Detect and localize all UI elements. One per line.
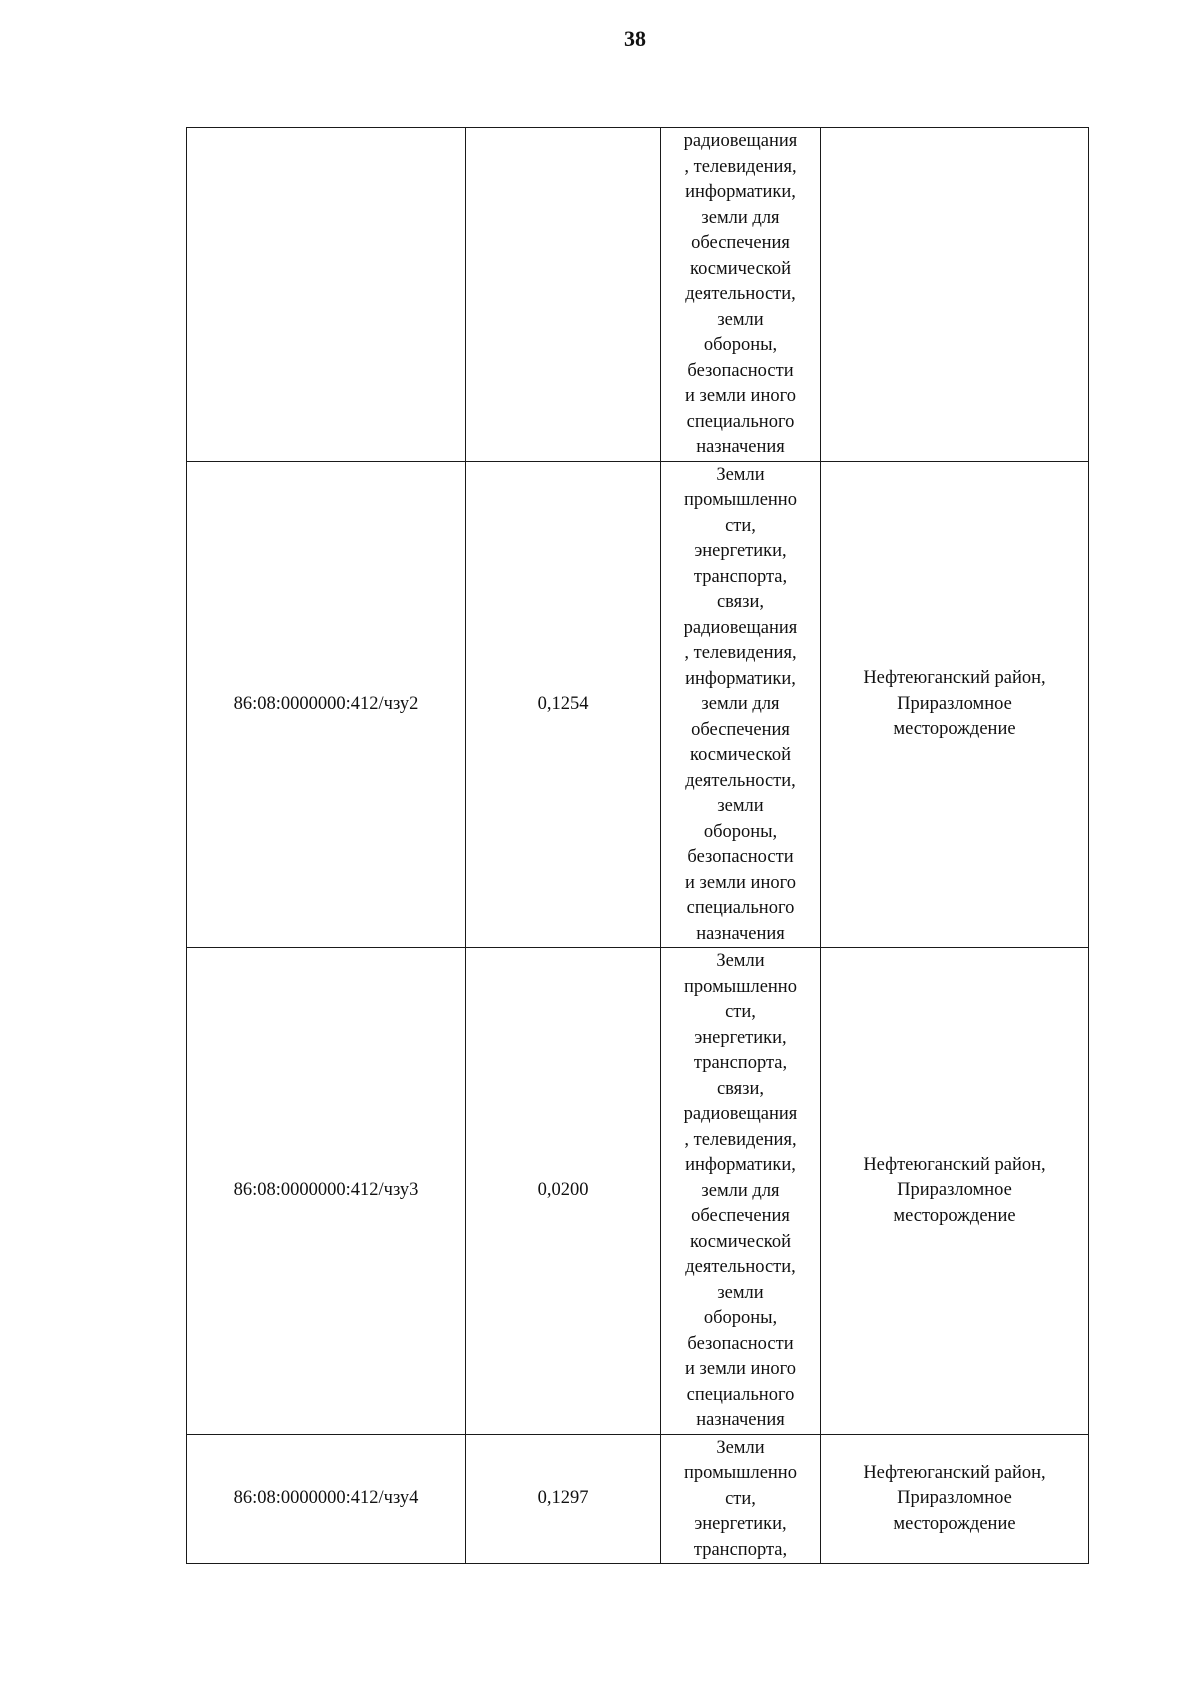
land-category-line: энергетики, — [694, 1027, 787, 1048]
table-row — [187, 128, 1089, 462]
land-category-line: обеспечения — [691, 719, 790, 740]
land-category-line: земли — [717, 309, 764, 330]
land-category-line: назначения — [696, 437, 785, 457]
land-category-line: специального — [686, 1384, 795, 1405]
cadastral-number-cell: 86:08:0000000:412/чзу4 — [187, 1434, 466, 1564]
page-number: 38 — [624, 26, 646, 51]
land-category-line: деятельности, — [685, 1257, 796, 1277]
location-line: Нефтеюганский район, — [863, 1462, 1046, 1483]
land-category-line: космической — [690, 258, 791, 279]
land-category-line: назначения — [696, 1410, 785, 1430]
land-category-line: назначения — [696, 923, 785, 944]
location-line: Приразломное — [897, 1488, 1012, 1508]
land-category-line: обеспечения — [691, 233, 790, 253]
land-category-line: и земли иного — [685, 386, 796, 406]
land-category-line: промышленно — [684, 1463, 797, 1483]
location-cell — [821, 948, 1089, 1435]
land-category-line: радиовещания — [683, 1104, 798, 1124]
land-category-line: связи, — [716, 1078, 765, 1099]
land-category-line: специального — [686, 898, 795, 918]
land-category-line: обороны, — [703, 335, 778, 355]
land-category-line: радиовещания — [683, 617, 798, 638]
land-category-line: Земли — [716, 1437, 765, 1458]
land-category-line: сти, — [725, 515, 756, 536]
land-category-line: информатики, — [685, 182, 796, 202]
table-row — [187, 461, 1089, 948]
land-category-cell — [661, 128, 821, 462]
land-category-line: деятельности, — [685, 284, 796, 304]
land-category-line: , телевидения, — [684, 156, 797, 177]
location-line: Приразломное — [897, 693, 1012, 714]
land-category-line: Земли — [716, 951, 765, 971]
land-category-line: земли для — [701, 1180, 780, 1201]
location-cell — [821, 128, 1089, 462]
area-cell: 0,1297 — [466, 1434, 661, 1564]
land-category-line: энергетики, — [694, 541, 787, 561]
land-category-line: промышленно — [684, 490, 797, 510]
land-category-line: земли для — [701, 694, 780, 714]
area-cell: 0,0200 — [466, 948, 661, 1435]
location-cell — [821, 1434, 1089, 1564]
land-category-line: сти, — [725, 1488, 756, 1509]
land-category-line: деятельности, — [685, 770, 796, 791]
location-line: Нефтеюганский район, — [863, 668, 1046, 688]
area-cell — [466, 128, 661, 462]
land-category-line: обороны, — [703, 821, 778, 842]
land-category-line: Земли — [716, 464, 765, 485]
land-category-line: промышленно — [684, 976, 797, 997]
land-category-line: безопасности — [687, 360, 794, 381]
location-line: месторождение — [893, 1205, 1016, 1226]
location-line: месторождение — [893, 1513, 1016, 1534]
land-category-line: радиовещания — [683, 131, 798, 151]
location-line: месторождение — [893, 719, 1016, 739]
land-category-line: и земли иного — [685, 1359, 796, 1379]
table-row — [187, 1434, 1089, 1564]
land-category-line: связи, — [716, 592, 765, 612]
land-category-line: сти, — [725, 1002, 756, 1022]
land-category-line: земли для — [701, 207, 780, 228]
land-category-line: и земли иного — [685, 872, 796, 893]
cadastral-number-cell: 86:08:0000000:412/чзу3 — [187, 948, 466, 1435]
land-category-cell — [661, 461, 821, 948]
land-category-line: безопасности — [687, 1333, 794, 1354]
table-row — [187, 948, 1089, 1435]
area-cell: 0,1254 — [466, 461, 661, 948]
land-category-cell — [661, 1434, 821, 1564]
cadastral-number-cell: 86:08:0000000:412/чзу2 — [187, 461, 466, 948]
land-category-line: космической — [690, 1231, 791, 1252]
cadastral-number-cell — [187, 128, 466, 462]
location-line: Нефтеюганский район, — [863, 1154, 1046, 1175]
land-category-line: транспорта, — [693, 566, 788, 587]
land-category-line: безопасности — [687, 847, 794, 867]
land-category-line: информатики, — [685, 668, 796, 689]
land-plots-table — [186, 127, 1089, 1564]
land-category-line: информатики, — [685, 1155, 796, 1175]
location-cell — [821, 461, 1089, 948]
land-category-cell — [661, 948, 821, 1435]
land-category-line: земли — [717, 1282, 764, 1303]
land-category-line: обороны, — [703, 1308, 778, 1328]
land-category-line: транспорта, — [693, 1539, 788, 1560]
land-category-line: специального — [686, 411, 795, 432]
land-category-line: энергетики, — [694, 1514, 787, 1534]
land-category-line: транспорта, — [693, 1053, 788, 1073]
location-line: Приразломное — [897, 1180, 1012, 1200]
land-category-line: земли — [717, 796, 764, 816]
land-category-line: обеспечения — [691, 1206, 790, 1226]
land-category-line: , телевидения, — [684, 643, 797, 663]
land-category-line: космической — [690, 745, 791, 765]
land-category-line: , телевидения, — [684, 1129, 797, 1150]
